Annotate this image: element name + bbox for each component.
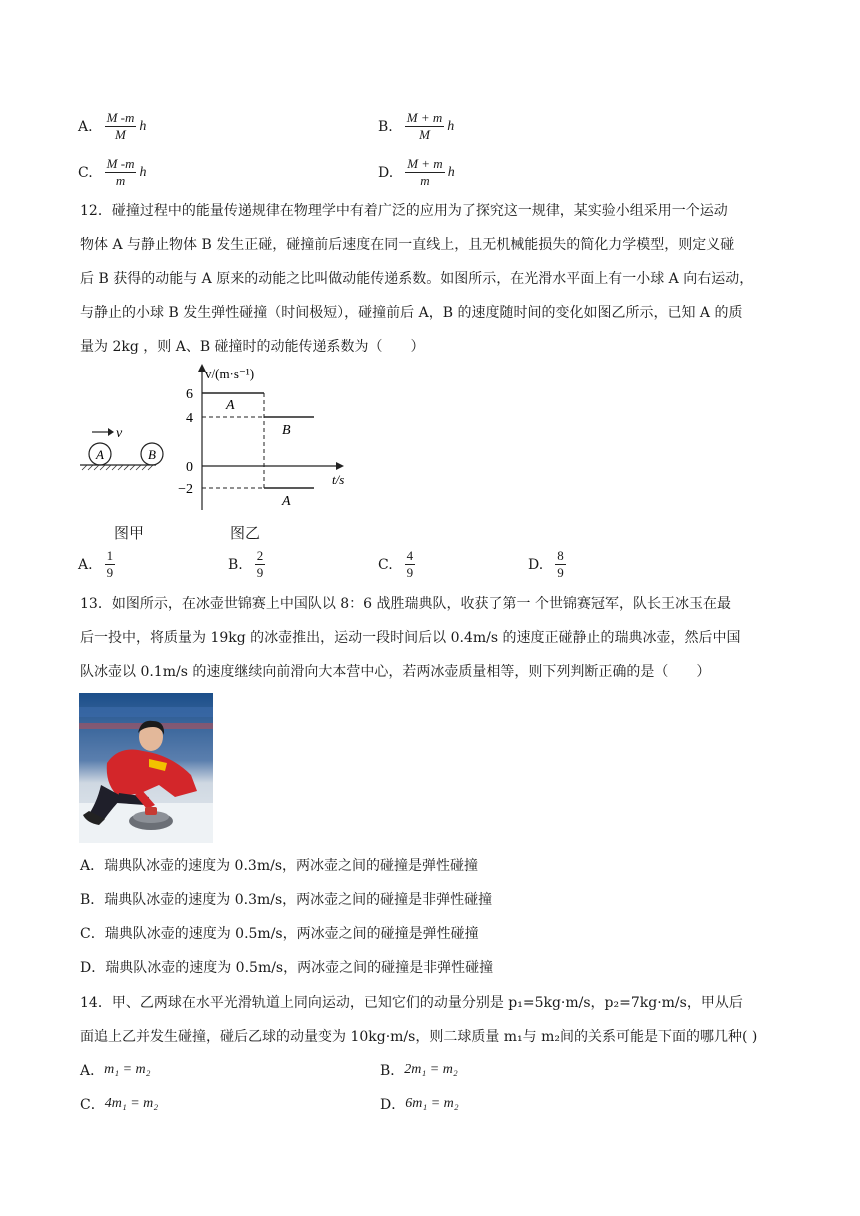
figure-b-vt-graph (178, 364, 344, 510)
q13-stem-line-1: 13．如图所示，在冰壶世锦赛上中国队以 8：6 战胜瑞典队，收获了第一 个世锦赛冠军，队长王冰玉在最 (80, 596, 731, 612)
option-letter: B． (380, 1063, 405, 1079)
option-letter: B. (378, 118, 393, 135)
tick-neg2: −2 (178, 482, 193, 497)
option-text: 4m₁ = m₂ (104, 1096, 159, 1111)
option-fraction (555, 548, 566, 581)
option-text: m₁ = m₂ (104, 1062, 151, 1077)
x-axis-label: t/s (332, 472, 345, 487)
fraction-numerator: M -m (106, 110, 135, 125)
fraction-denominator: m (115, 173, 126, 188)
segment-a-after-label: A (282, 494, 291, 509)
option-fraction (405, 156, 445, 189)
option-letter: C. (78, 164, 93, 181)
fraction-numerator: M + m (407, 156, 443, 171)
q14-option-c (80, 1094, 158, 1114)
q12-option-c (378, 548, 415, 581)
fraction-denominator: M (115, 127, 126, 142)
q14-option-b (380, 1060, 458, 1080)
q11-option-d (378, 156, 455, 189)
stone-handle (145, 807, 157, 815)
q13-option-d: D．瑞典队冰壶的速度为 0.5m/s，两冰壶之间的碰撞是非弹性碰撞 (80, 960, 494, 976)
segment-b-after-label: B (282, 423, 291, 438)
fraction-denominator: 9 (256, 565, 264, 580)
fraction-numerator: 2 (256, 548, 264, 563)
ball-b-label: B (148, 447, 156, 462)
q12-option-a (78, 548, 115, 581)
fraction-numerator: M -m (106, 156, 135, 171)
q13-option-b: B．瑞典队冰壶的速度为 0.3m/s，两冰壶之间的碰撞是非弹性碰撞 (80, 892, 493, 908)
figure-a-balls (80, 426, 163, 470)
option-letter: D. (378, 164, 394, 181)
curling-photo (79, 693, 213, 843)
q12-option-b (228, 548, 265, 581)
velocity-label: v (116, 426, 123, 441)
ball-a-label: A (96, 447, 104, 462)
option-fraction (105, 156, 137, 189)
caption-figure-b: 图乙 (230, 524, 261, 542)
q11-option-a (78, 110, 146, 143)
q13-stem-line-2: 后一投中，将质量为 19kg 的冰壶推出，运动一段时间后以 0.4m/s 的速度正碰静止的瑞典冰壶，然后中国 (80, 630, 741, 646)
velocity-arrowhead (108, 428, 114, 436)
option-suffix: h (139, 118, 147, 134)
option-letter: D． (380, 1097, 406, 1113)
tick-4: 4 (186, 411, 193, 426)
option-letter: A． (80, 1063, 105, 1079)
q13-option-c: C．瑞典队冰壶的速度为 0.5m/s，两冰壶之间的碰撞是弹性碰撞 (80, 926, 479, 942)
x-axis-arrowhead (336, 462, 344, 470)
q12-figure (78, 362, 368, 512)
caption-figure-a: 图甲 (114, 524, 145, 542)
option-fraction (105, 548, 116, 581)
q12-stem-line-3: 后 B 获得的动能与 A 原来的动能之比叫做动能传递系数。如图所示，在光滑水平面上有一小球 A 向右运动， (80, 271, 754, 287)
q14-option-a (80, 1060, 151, 1080)
option-letter: D. (528, 556, 544, 573)
fraction-denominator: m (420, 173, 430, 188)
option-letter: A. (78, 556, 93, 573)
fraction-numerator: 1 (106, 548, 114, 563)
option-letter: B. (228, 556, 243, 573)
q12-stem-line-1: 12．碰撞过程中的能量传递规律在物理学中有着广泛的应用为了探究这一规律，某实验小组采用一个运动 (80, 203, 728, 219)
option-text: 2m₁ = m₂ (404, 1062, 458, 1077)
q13-option-a: A．瑞典队冰壶的速度为 0.3m/s，两冰壶之间的碰撞是弹性碰撞 (80, 858, 479, 874)
fraction-denominator: M (419, 127, 430, 142)
y-axis-label: v/(m·s⁻¹) (205, 366, 255, 381)
option-suffix: h (139, 164, 147, 180)
q11-option-b (378, 110, 454, 143)
q14-stem-line-1: 14．甲、乙两球在水平光滑轨道上同向运动，已知它们的动量分别是 p₁=5kg·m/s，p₂=7kg·m/s，甲从后 (80, 995, 743, 1011)
option-letter: C． (80, 1097, 105, 1113)
option-fraction (105, 110, 137, 143)
q14-option-d (380, 1094, 459, 1114)
q12-option-d (528, 548, 566, 581)
option-fraction (405, 110, 445, 143)
q11-option-c (78, 156, 146, 189)
option-letter: A. (78, 118, 93, 135)
option-fraction (405, 548, 416, 581)
option-letter: C. (378, 556, 393, 573)
option-fraction (255, 548, 266, 581)
fraction-denominator: 9 (406, 565, 414, 580)
q12-stem-line-2: 物体 A 与静止物体 B 发生正碰，碰撞前后速度在同一直线上，且无机械能损失的简化力学模型，则定义碰 (80, 237, 735, 253)
option-suffix: h (447, 118, 455, 134)
tick-0: 0 (186, 460, 193, 475)
fraction-denominator: 9 (106, 565, 114, 580)
option-text: 6m₁ = m₂ (405, 1096, 459, 1111)
q12-stem-line-5: 量为 2kg ，则 A、B 碰撞时的动能传递系数为（ ） (80, 339, 425, 355)
fraction-numerator: 4 (406, 548, 414, 563)
fraction-numerator: 8 (557, 548, 564, 563)
tick-6: 6 (186, 387, 193, 402)
q12-stem-line-4: 与静止的小球 B 发生弹性碰撞（时间极短），碰撞前后 A，B 的速度随时间的变化如图乙所示，已知 A 的质 (80, 305, 743, 321)
q14-stem-line-2: 面追上乙并发生碰撞，碰后乙球的动量变为 10kg·m/s，则二球质量 m₁与 m₂间的关系可能是下面的哪几种( ) (80, 1029, 758, 1045)
option-suffix: h (447, 164, 455, 180)
q13-stem-line-3: 队冰壶以 0.1m/s 的速度继续向前滑向大本营中心，若两冰壶质量相等，则下列判断正确的是（ ） (80, 664, 711, 680)
segment-a-before-label: A (226, 398, 235, 413)
fraction-denominator: 9 (557, 565, 564, 580)
fraction-numerator: M + m (406, 110, 443, 125)
ground-hatching (82, 465, 153, 470)
